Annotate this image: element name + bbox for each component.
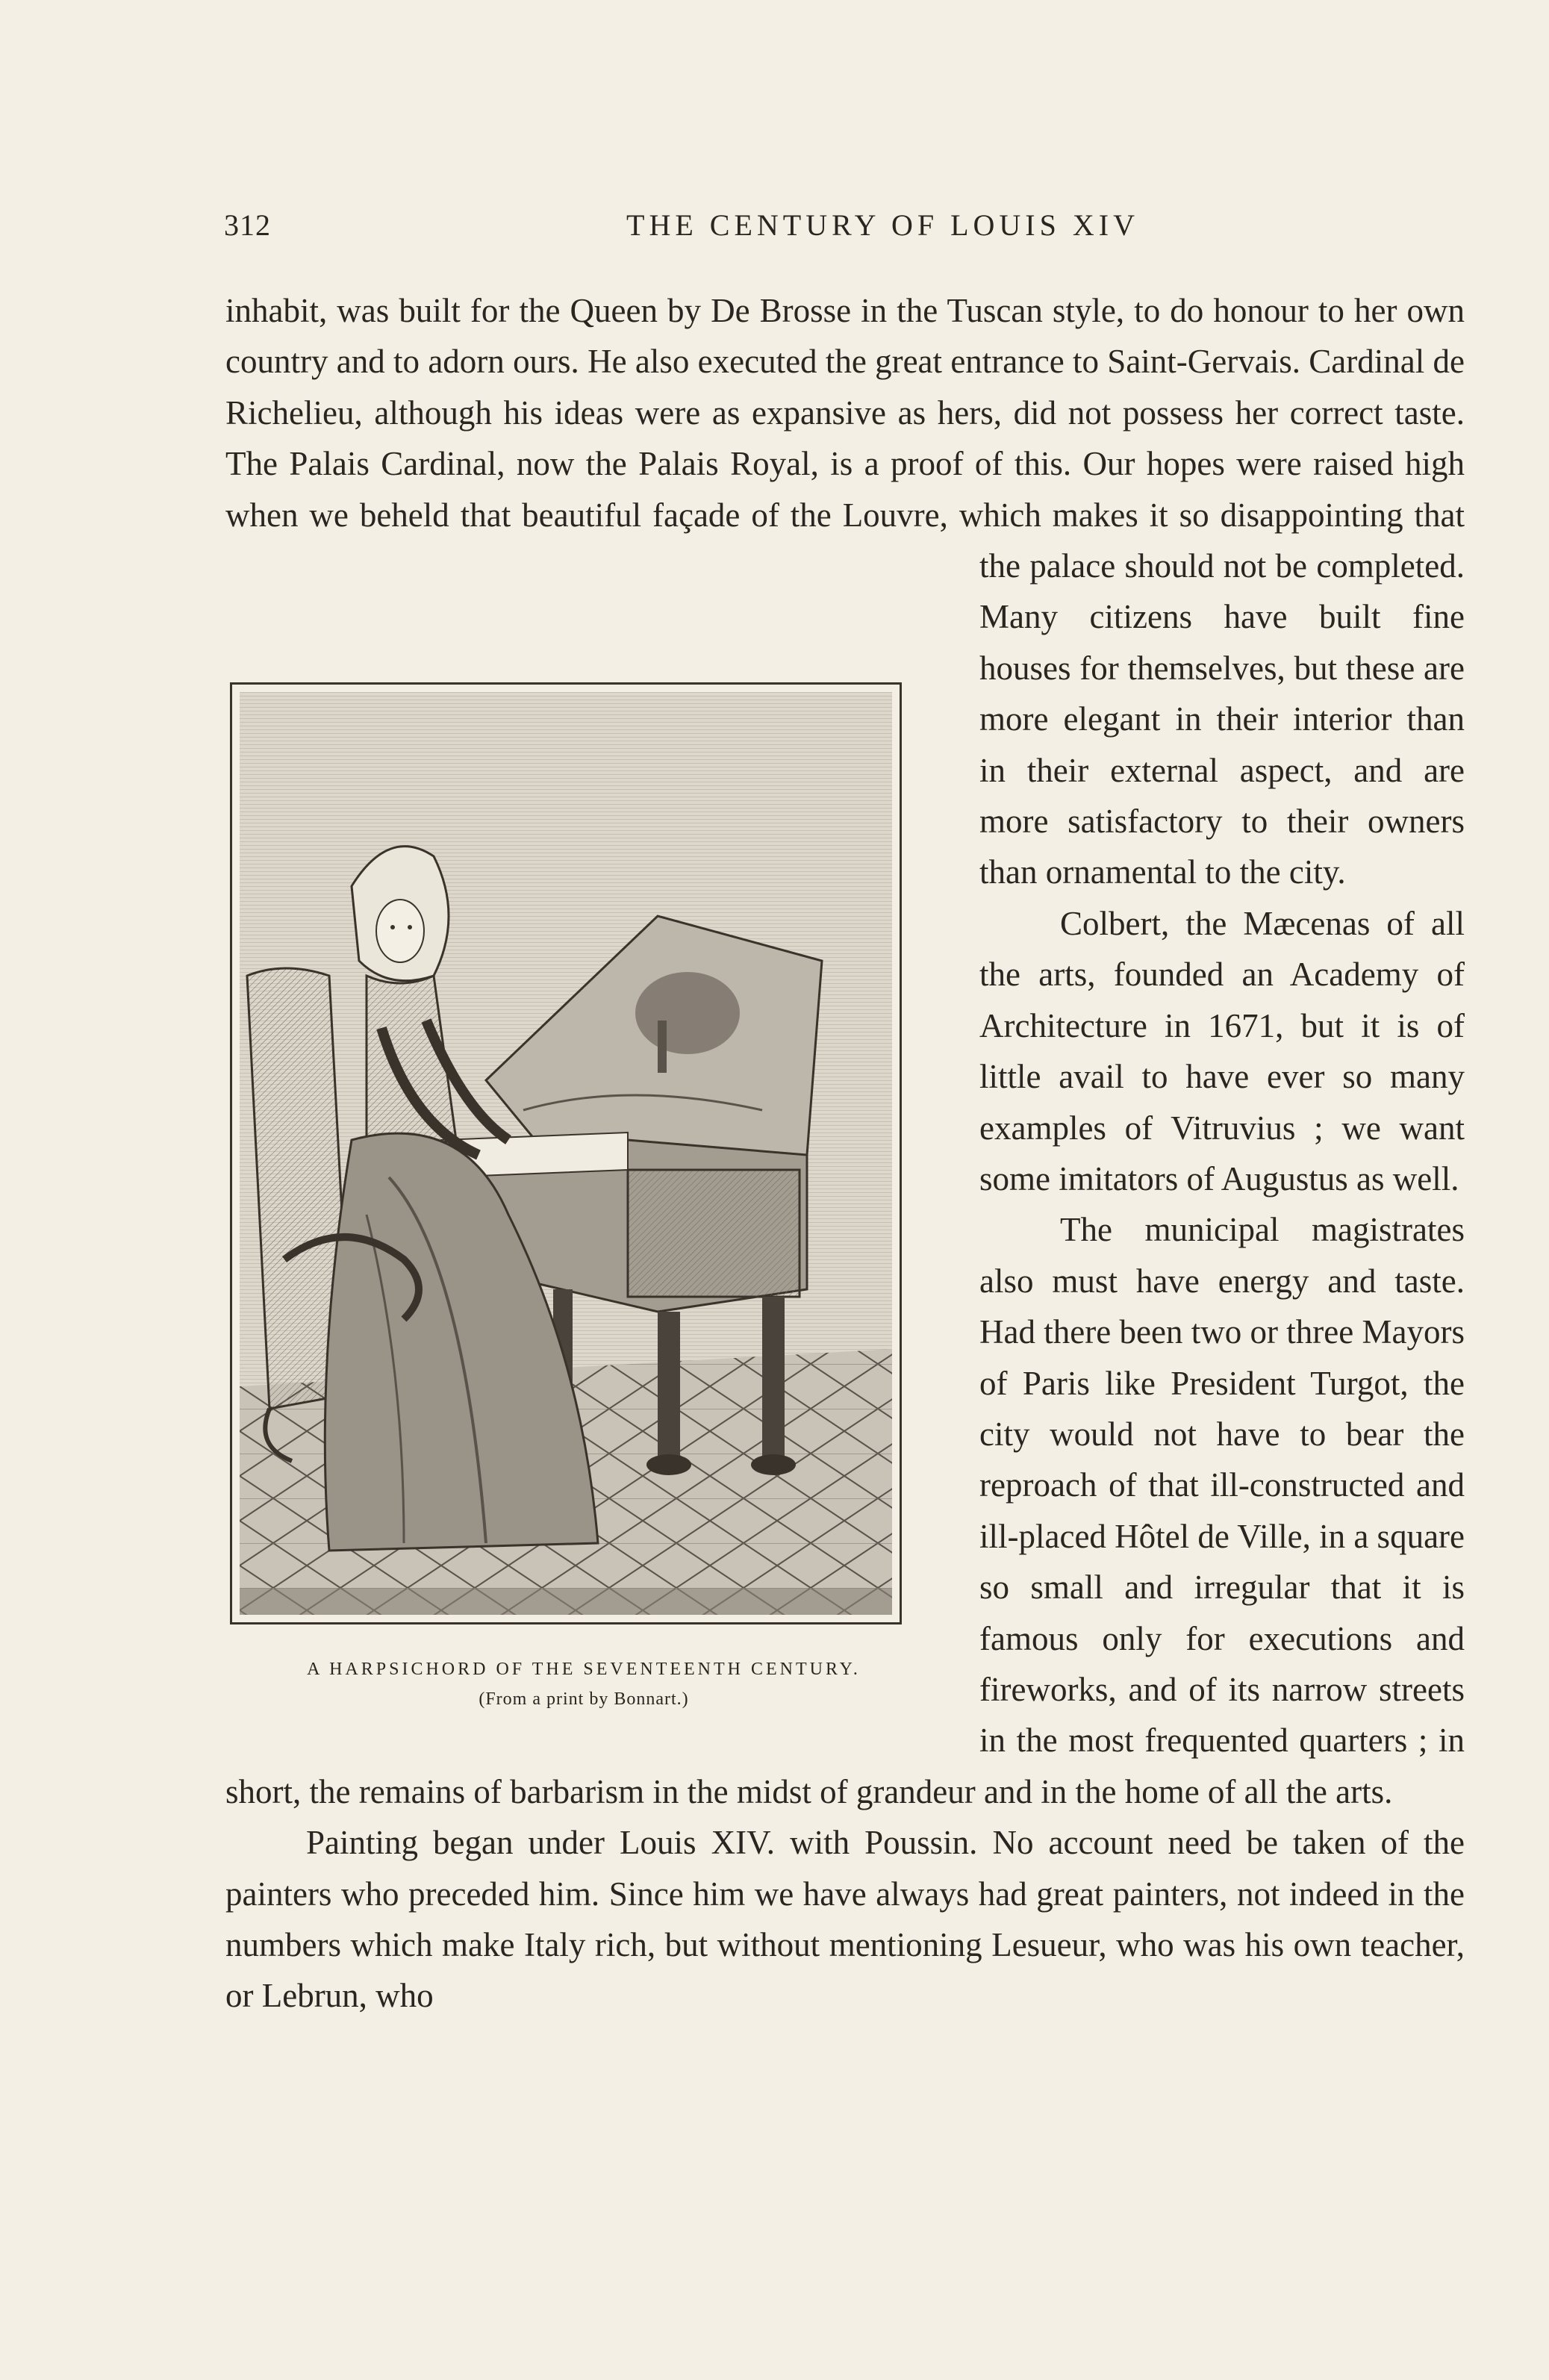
caption-title: A HARPSICHORD OF THE SEVENTEENTH CENTURY. bbox=[307, 1660, 861, 1679]
paragraph-4: Painting began under Louis XIV. with Poussin. No account need be taken of the painters who preceded him. Since him we have always had great painters, not indeed in the numbers which make Italy rich, but without mentioning Lesueur, who was his own teacher, or Lebrun, who bbox=[225, 1824, 1465, 2015]
paragraph-3: The municipal magistrates also must have energy and taste. Had there been two or three Mayors of Paris like President Turgot, the city would not have to bear the reproach of that ill-constructed and ill-placed Hôtel de Ville, in a square so small and irregular that it is famous only for executions and fireworks, and of its narrow streets in the most frequented quarters ; in short, the remains of barbarism in the midst of grandeur and in the home of all the arts. bbox=[225, 1211, 1465, 1810]
figure-frame bbox=[230, 682, 902, 1624]
figure bbox=[225, 591, 942, 1741]
paragraph-2: Colbert, the Mæcenas of all the arts, founded an Academy of Architecture in 1671, but it is of little avail to have ever so many examples of Vitruvius ; we want some imitators of Augustus as well. bbox=[979, 904, 1465, 1197]
running-title: THE CENTURY OF LOUIS XIV bbox=[626, 208, 1139, 242]
page-number: 312 bbox=[224, 208, 271, 242]
running-head bbox=[224, 208, 1452, 252]
harpsichord-engraving-icon bbox=[240, 692, 892, 1615]
caption-credit: (From a print by Bonnart.) bbox=[479, 1689, 689, 1709]
paragraph-1: inhabit, was built for the Queen by De Brosse in the Tuscan style, to do honour to her own country and to adorn ours. He also executed the great entrance to Saint-Gervais. Cardinal de Richelieu, although his ideas were as expansive as hers, did not possess her correct taste. The Palais Cardinal, now the Palais Royal, is a proof of this. Our hopes were raised high when we beheld that beautiful façade of the Louvre, which makes it so disappointing that the palace should not be completed. Many citizens have built fine houses for themselves, but these are more elegant in their interior than in their external aspect, and are more satisfactory to their owners than ornamental to the city. bbox=[225, 292, 1465, 891]
figure-caption bbox=[225, 1654, 942, 1714]
body-text bbox=[225, 285, 1465, 2022]
